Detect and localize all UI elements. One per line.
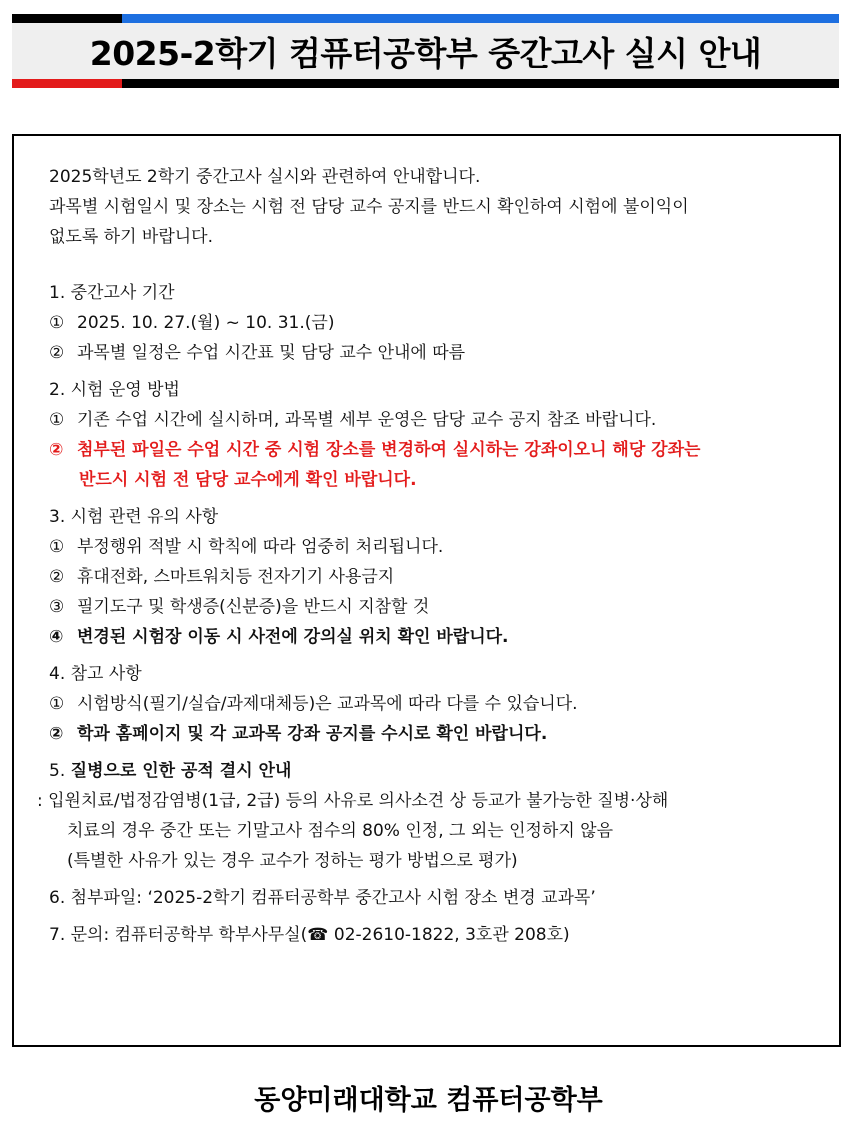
intro-line-3: 없도록 하기 바랍니다. — [49, 227, 214, 247]
section-2-title: 2. 시험 운영 방법 — [49, 380, 180, 400]
section-3-item-1: ① 부정행위 적발 시 학칙에 따라 엄중히 처리됩니다. — [49, 537, 444, 557]
section-6-attachment: 6. 첨부파일: ‘2025-2학기 컴퓨터공학부 중간고사 시험 장소 변경 교과목’ — [49, 888, 596, 908]
intro-line-1: 2025학년도 2학기 중간고사 실시와 관련하여 안내합니다. — [49, 167, 481, 187]
section-1-title: 1. 중간고사 기간 — [49, 283, 175, 303]
section-5-line-1: : 입원치료/법정감염병(1급, 2급) 등의 사유로 의사소견 상 등교가 불가능한 질병·상해 — [37, 791, 669, 811]
intro-line-2: 과목별 시험일시 및 장소는 시험 전 담당 교수 공지를 반드시 확인하여 시험에 불이익이 — [49, 197, 689, 217]
section-4-item-2: ② 학과 홈페이지 및 각 교과목 강좌 공지를 수시로 확인 바랍니다. — [49, 724, 548, 744]
section-3-item-3: ③ 필기도구 및 학생증(신분증)을 반드시 지참할 것 — [49, 597, 430, 617]
section-5-title: 5. 질병으로 인한 공적 결시 안내 — [49, 761, 292, 781]
section-1-item-2: ② 과목별 일정은 수업 시간표 및 담당 교수 안내에 따름 — [49, 343, 466, 363]
page-title: 2025-2학기 컴퓨터공학부 중간고사 실시 안내 — [89, 33, 762, 73]
footer-org: 동양미래대학교 컴퓨터공학부 — [254, 1085, 603, 1116]
title-banner — [12, 14, 839, 88]
section-4-item-1: ① 시험방식(필기/실습/과제대체등)은 교과목에 따라 다를 수 있습니다. — [49, 694, 578, 714]
section-4-title: 4. 참고 사항 — [49, 664, 142, 684]
banner-bottom-bar — [12, 79, 839, 88]
section-5-line-3: (특별한 사유가 있는 경우 교수가 정하는 평가 방법으로 평가) — [67, 851, 518, 871]
notice-content — [37, 162, 819, 950]
section-2-item-1: ① 기존 수업 시간에 실시하며, 과목별 세부 운영은 담당 교수 공지 참조 바랍니다. — [49, 410, 657, 430]
section-2-item-2: ② 첨부된 파일은 수업 시간 중 시험 장소를 변경하여 실시하는 강좌이오니 해당 강좌는 — [49, 440, 701, 460]
section-1-item-1: ① 2025. 10. 27.(월) ~ 10. 31.(금) — [49, 313, 335, 333]
section-2-item-2-cont: 반드시 시험 전 담당 교수에게 확인 바랍니다. — [79, 470, 417, 490]
phone-icon: ☎ — [307, 925, 329, 945]
banner-top-bar — [12, 14, 839, 23]
section-3-item-2: ② 휴대전화, 스마트워치등 전자기기 사용금지 — [49, 567, 395, 587]
notice-box — [12, 134, 841, 1047]
section-7-contact: 7. 문의: 컴퓨터공학부 학부사무실(☎ 02-2610-1822, 3호관 208호) — [49, 925, 570, 945]
section-3-title: 3. 시험 관련 유의 사항 — [49, 507, 219, 527]
section-3-item-4: ④ 변경된 시험장 이동 시 사전에 강의실 위치 확인 바랍니다. — [49, 627, 509, 647]
section-5-line-2: 치료의 경우 중간 또는 기말고사 점수의 80% 인정, 그 외는 인정하지 않음 — [67, 821, 614, 841]
